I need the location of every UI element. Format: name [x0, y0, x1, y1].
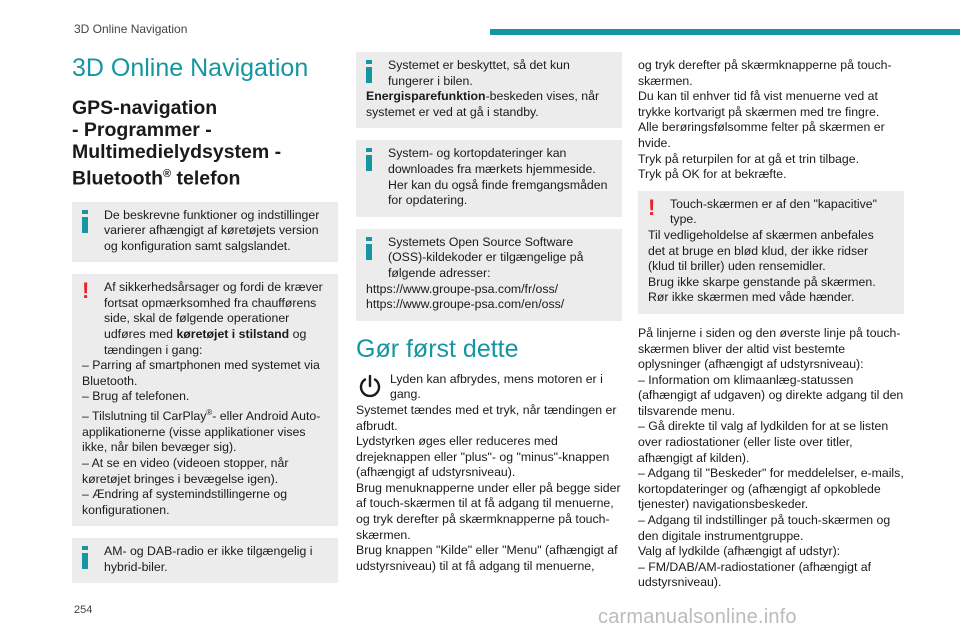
- list-item: [82, 405, 328, 456]
- watermark: carmanualsonline.info: [598, 606, 797, 628]
- paragraph: Systemet tændes med et tryk, når tændingen er afbrudt.: [356, 402, 617, 433]
- subtitle-line: Multimedielydsystem -: [72, 141, 282, 163]
- paragraph: Alle berøringsfølsomme felter på skærmen er hvide.: [638, 120, 885, 150]
- registered-mark: ®: [206, 408, 213, 418]
- warning-text: og tændingen i gang:: [104, 327, 307, 357]
- warning-box: [72, 274, 338, 526]
- info-text: System- og kortopdateringer kan downloades fra mærkets hjemmeside. Her kan du også finde fremgangsmåden for opdatering.: [388, 146, 608, 208]
- info-box: [356, 140, 622, 216]
- body-text: [638, 326, 904, 591]
- info-text: AM- og DAB-radio er ikke tilgængelig i hybrid-biler.: [104, 544, 313, 574]
- warning-text: Af sikkerhedsårsager og fordi de kræver fortsat opmærksomhed fra chaufførens side, skal de følgende operationer udføres med: [104, 280, 323, 342]
- paragraph: Lydstyrken øges eller reduceres med drejeknappen eller "plus"- og "minus"-knappen (afhængigt af udstyrsniveau).: [356, 434, 610, 480]
- warning-icon: !: [648, 194, 656, 220]
- paragraph: Brug menuknapperne under eller på begge sider af touch-skærmen til at få adgang til menuerne, og tryk derefter på skærmknapperne på touch-skærmen.: [356, 480, 621, 542]
- subtitle-line: Bluetooth: [72, 167, 163, 190]
- body-text: [356, 372, 622, 575]
- paragraph: Tryk på returpilen for at gå et trin tilbage.: [638, 151, 859, 166]
- list-item-text: - eller Android Auto-applikationerne (visse applikationer vises ikke, når bilen bevæger sig).: [82, 409, 321, 455]
- paragraph: – Adgang til "Beskeder" for meddelelser, e-mails, kortopdateringer og (afhængigt af opkoblede tjenester) navigationsbeskeder.: [638, 466, 904, 512]
- info-icon: [82, 546, 88, 573]
- list-item: – Brug af telefonen.: [82, 389, 190, 404]
- info-text: De beskrevne funktioner og indstillinger varierer afhængigt af køretøjets version og konfiguration samt salgslandet.: [104, 207, 320, 253]
- section-title: 3D Online Navigation: [72, 54, 309, 82]
- section-title: Gør først dette: [356, 334, 519, 363]
- page-number: 254: [74, 604, 93, 616]
- info-icon: [366, 60, 372, 87]
- paragraph: – FM/DAB/AM-radiostationer (afhængigt af udstyrsniveau).: [638, 559, 872, 590]
- header-accent-bar: [490, 29, 960, 35]
- info-text: Systemet er beskyttet, så det kun fungerer i bilen.: [388, 58, 570, 88]
- warning-line: Brug ikke skarpe genstande på skærmen.: [648, 274, 876, 289]
- info-icon: [82, 210, 88, 237]
- warning-list: [82, 358, 328, 518]
- power-row: [356, 372, 622, 403]
- paragraph: På linjerne i siden og den øverste linje på touch-skærmen bliver der altid vist bestemte oplysninger (afhængigt af udstyrsniveau):: [638, 325, 901, 372]
- info-text: Systemets Open Source Software (OSS)-kildekoder er tilgængelige på følgende adresser:: [388, 234, 584, 280]
- subtitle-line: - Programmer -: [72, 119, 212, 141]
- warning-line: Til vedligeholdelse af skærmen anbefales det at bruge en blød klud, der ikke ridser (klud til briller) uden rensemidler.: [648, 227, 874, 274]
- column-3: [638, 58, 904, 591]
- warning-text: Touch-skærmen er af den "kapacitive" type.: [670, 196, 877, 227]
- paragraph: Valg af lydkilde (afhængigt af udstyr):: [638, 544, 841, 559]
- list-item: – Ændring af systemindstillingerne og konfigurationen.: [82, 487, 288, 517]
- info-box: [356, 229, 622, 321]
- list-item: – At se en video (videoen stopper, når køretøjet bringes i bevægelse igen).: [82, 455, 289, 486]
- info-box: [356, 52, 622, 128]
- info-icon: [366, 148, 372, 175]
- info-text: -beskeden vises, når systemet er ved at gå i standby.: [366, 89, 600, 119]
- subsection-title: [72, 97, 338, 190]
- paragraph: Brug knappen "Kilde" eller "Menu" (afhængigt af udstyrsniveau) til at få adgang til menuerne,: [356, 543, 618, 573]
- info-icon: [366, 237, 372, 264]
- running-header: 3D Online Navigation: [74, 22, 188, 36]
- subtitle-line: telefon: [171, 167, 241, 190]
- info-bold: Energisparefunktion: [366, 89, 486, 104]
- warning-icon: !: [82, 278, 90, 304]
- warning-box: [638, 191, 904, 314]
- column-2: [356, 52, 622, 574]
- column-1: [72, 52, 338, 595]
- paragraph: og tryk derefter på skærmknapperne på touch-skærmen.: [638, 58, 892, 88]
- warning-bold: køretøjet i stilstand: [176, 327, 290, 342]
- paragraph: Tryk på OK for at bekræfte.: [638, 167, 787, 182]
- list-item: – Parring af smartphonen med systemet via Bluetooth.: [82, 358, 320, 388]
- paragraph: – Gå direkte til valg af lydkilden for at se listen over radiostationer (eller liste over titler, afhængigt af kilden).: [638, 419, 889, 465]
- paragraph: – Information om klimaanlæg-statussen (afhængigt af udgaven) og direkte adgang til den tilsvarende menu.: [638, 372, 904, 418]
- oss-url: https://www.groupe-psa.com/fr/oss/: [366, 281, 559, 296]
- oss-url: https://www.groupe-psa.com/en/oss/: [366, 297, 565, 312]
- registered-mark: ®: [162, 168, 172, 180]
- body-text: [638, 58, 904, 183]
- subtitle-line: GPS-navigation: [72, 97, 218, 119]
- warning-line: Rør ikke skærmen med våde hænder.: [648, 290, 855, 305]
- power-text: Lyden kan afbrydes, mens motoren er i gang.: [390, 371, 603, 402]
- paragraph: Du kan til enhver tid få vist menuerne ved at trykke kortvarigt på skærmen med tre fingre.: [638, 89, 880, 119]
- info-box: [72, 202, 338, 263]
- list-item-text: – Tilslutning til CarPlay: [82, 409, 207, 424]
- info-box: [72, 538, 338, 583]
- power-icon: [356, 372, 384, 400]
- paragraph: – Adgang til indstillinger på touch-skærmen og den digitale instrumentgruppe.: [638, 513, 891, 543]
